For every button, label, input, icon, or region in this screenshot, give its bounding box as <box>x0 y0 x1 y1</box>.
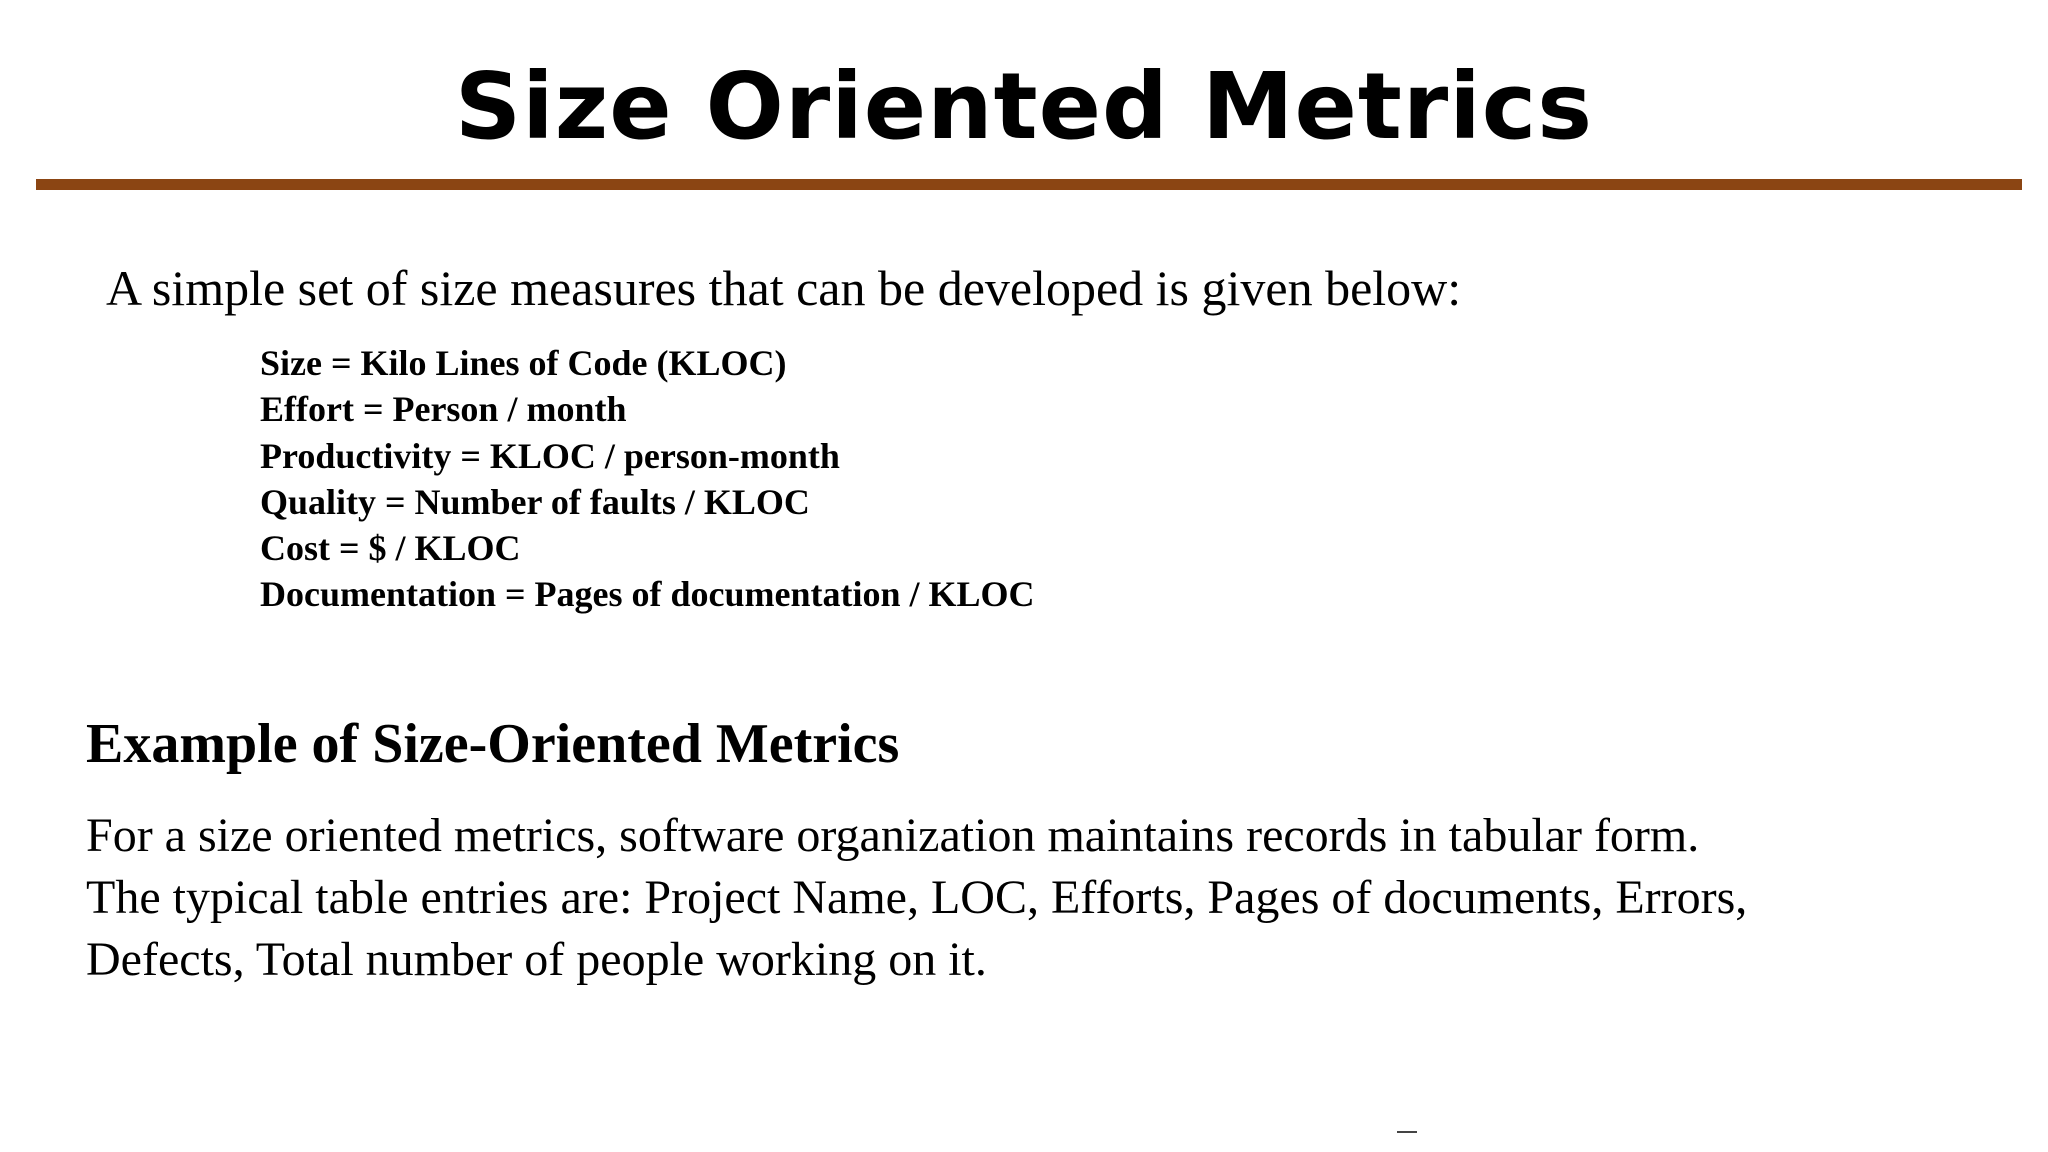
measure-size: Size = Kilo Lines of Code (KLOC) <box>260 343 787 383</box>
size-measures-list <box>260 340 1035 618</box>
measure-cost: Cost = $ / KLOC <box>260 528 521 569</box>
measure-documentation: Documentation = Pages of documentation / KLOC <box>260 574 1035 615</box>
slide-title: Size Oriented Metrics <box>454 53 1594 160</box>
measure-effort: Effort = Person / month <box>260 389 627 430</box>
example-line: The typical table entries are: Project Name, LOC, Efforts, Pages of documents, Errors, <box>86 871 1748 924</box>
page-marker-dash <box>1397 1131 1417 1133</box>
example-line: For a size oriented metrics, software organization maintains records in tabular form. <box>86 809 1700 862</box>
example-paragraph <box>86 805 1747 991</box>
title-divider <box>36 179 2022 190</box>
measure-productivity: Productivity = KLOC / person-month <box>260 435 840 476</box>
example-line: Defects, Total number of people working on it. <box>86 933 987 986</box>
intro-text: A simple set of size measures that can be developed is given below: <box>106 260 1462 316</box>
measure-quality: Quality = Number of faults / KLOC <box>260 481 810 522</box>
example-heading: Example of Size-Oriented Metrics <box>86 713 900 775</box>
